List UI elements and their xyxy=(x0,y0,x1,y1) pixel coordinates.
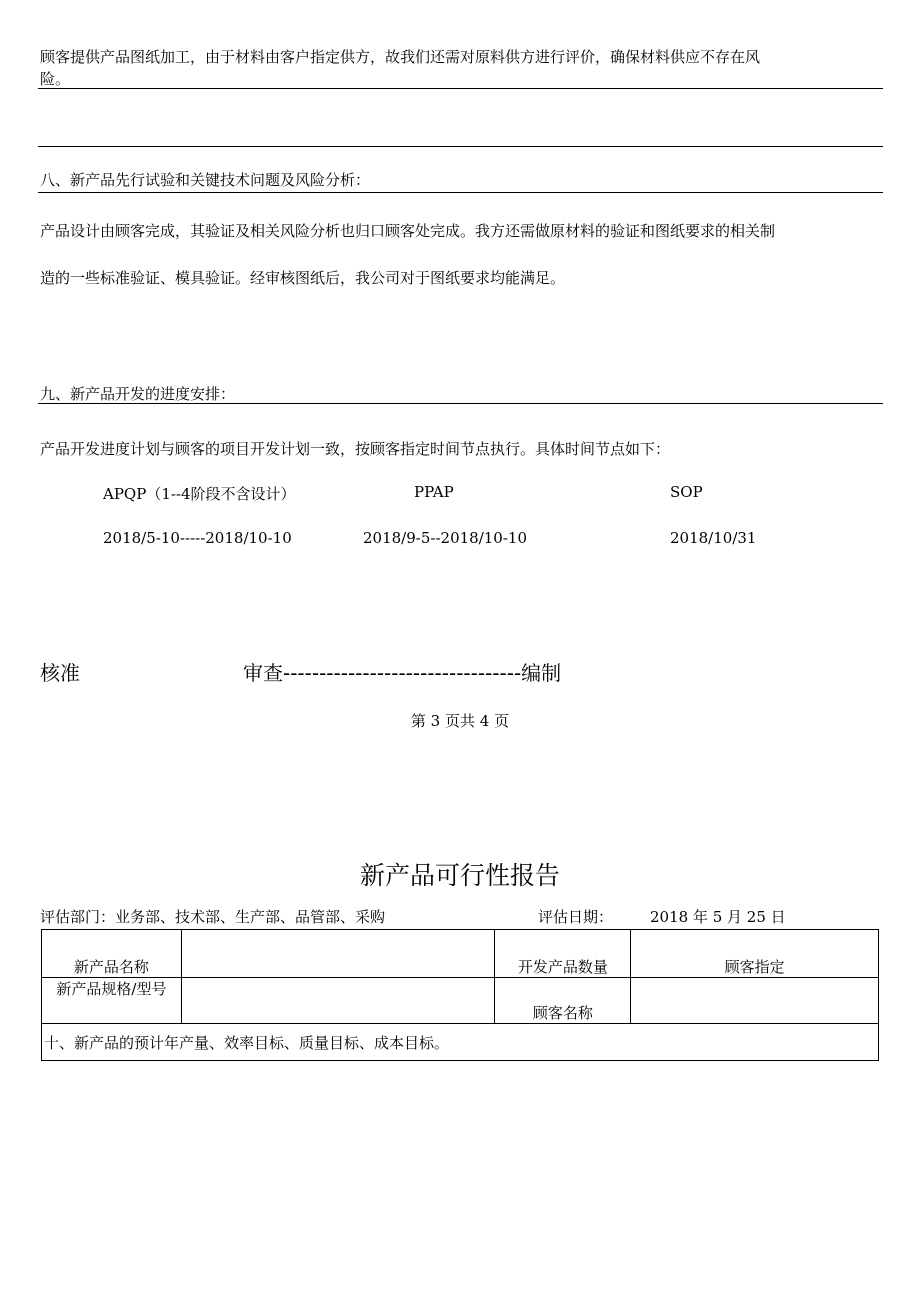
product-spec-value xyxy=(181,978,495,1024)
section8-heading: 八、新产品先行试验和关键技术问题及风险分析： xyxy=(40,171,371,189)
report-table xyxy=(41,929,879,1061)
signature-dashes: --------------------------------- xyxy=(283,661,522,685)
section8-text-line1: 产品设计由顾客完成，其验证及相关风险分析也归口顾客处完成。我方还需做原材料的验证和图纸要求的相关制 xyxy=(40,222,776,240)
milestone-label-sop: SOP xyxy=(670,483,703,501)
signature-review: 审查 xyxy=(243,661,283,685)
eval-date-label: 评估日期： xyxy=(538,908,614,926)
eval-dept-label: 评估部门： xyxy=(40,908,116,926)
section8-text-line2: 造的一些标准验证、模具验证。经审核图纸后，我公司对于图纸要求均能满足。 xyxy=(40,269,566,287)
customer-name-value xyxy=(631,978,879,1024)
page-number: 第 3 页共 4 页 xyxy=(410,712,510,730)
section10-heading: 十、新产品的预计年产量、效率目标、质量目标、成本目标。 xyxy=(42,1024,879,1061)
product-name-value xyxy=(181,930,495,978)
product-name-label: 新产品名称 xyxy=(42,930,182,978)
eval-dept-value: 业务部、技术部、生产部、品管部、采购 xyxy=(115,908,386,926)
section7-text-line1: 顾客提供产品图纸加工，由于材料由客户指定供方，故我们还需对原料供方进行评价，确保材料供应不存在风 xyxy=(40,48,761,66)
divider xyxy=(38,146,883,147)
milestone-label-apqp: APQP（1--4阶段不含设计） xyxy=(103,485,296,503)
eval-dept xyxy=(40,906,385,927)
milestone-date-apqp: 2018/5-10-----2018/10-10 xyxy=(103,529,292,547)
divider xyxy=(38,88,883,89)
milestone-date-sop: 2018/10/31 xyxy=(670,529,757,547)
eval-date-value: 2018 年 5 月 25 日 xyxy=(650,908,786,926)
divider xyxy=(38,403,883,404)
milestone-date-ppap: 2018/9-5--2018/10-10 xyxy=(363,529,527,547)
section7-text-line2: 险。 xyxy=(40,70,71,88)
dev-quantity-label: 开发产品数量 xyxy=(495,930,631,978)
signature-review-line xyxy=(243,657,561,686)
table-row xyxy=(42,1024,879,1061)
table-row xyxy=(42,978,879,1024)
divider xyxy=(38,192,883,193)
section9-heading: 九、新产品开发的进度安排： xyxy=(40,385,236,403)
report-title: 新产品可行性报告 xyxy=(359,861,560,890)
milestone-label-ppap: PPAP xyxy=(414,483,454,501)
table-row xyxy=(42,930,879,978)
dev-quantity-value: 顾客指定 xyxy=(631,930,879,978)
customer-name-label: 顾客名称 xyxy=(495,978,631,1024)
section9-intro: 产品开发进度计划与顾客的项目开发计划一致，按顾客指定时间节点执行。具体时间节点如下： xyxy=(40,440,671,458)
signature-approve: 核准 xyxy=(40,661,80,685)
product-spec-label: 新产品规格/型号 xyxy=(42,978,182,1024)
signature-compile: 编制 xyxy=(521,661,562,685)
